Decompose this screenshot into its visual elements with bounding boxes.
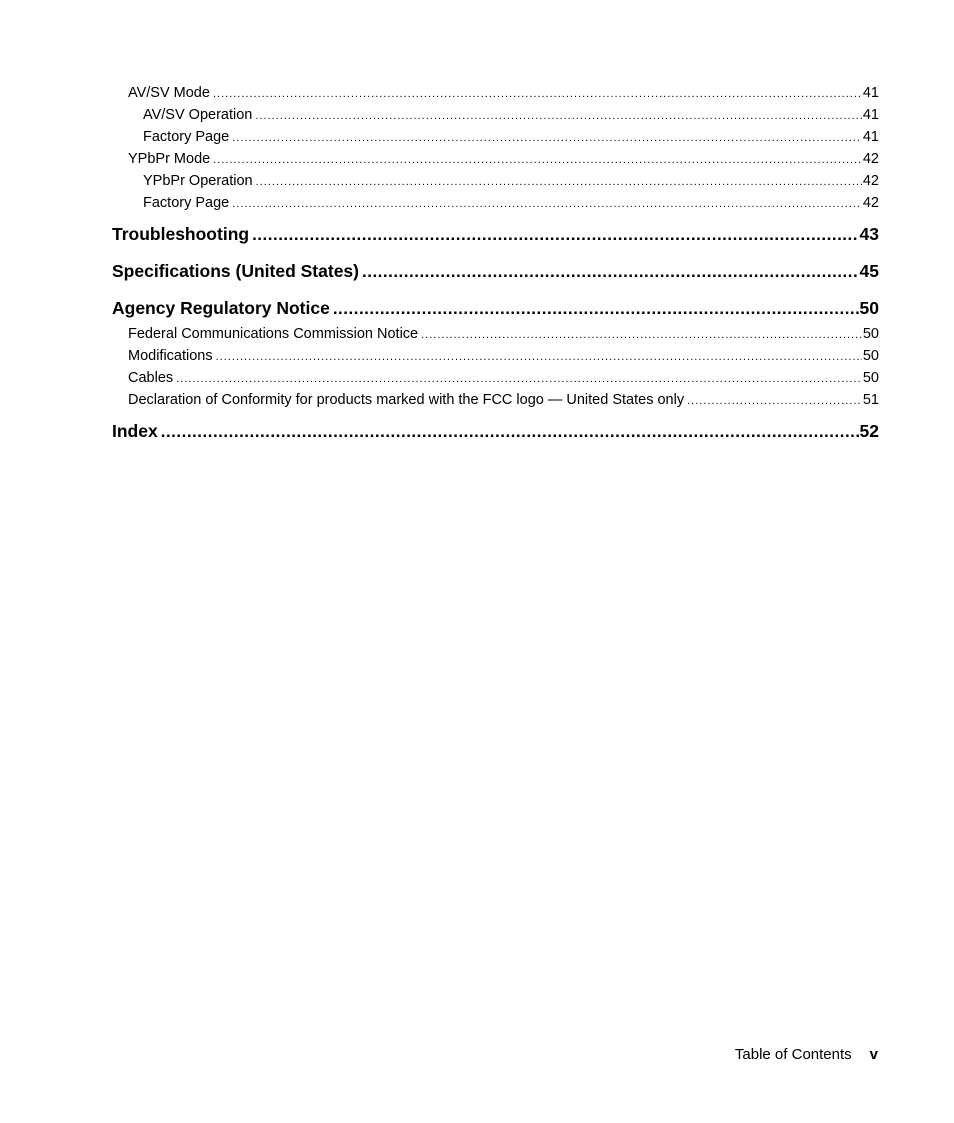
- toc-chapter-specifications[interactable]: [112, 259, 879, 283]
- toc-entry-factory-page-ypbpr[interactable]: [112, 192, 879, 214]
- dot-leader: [161, 420, 859, 443]
- toc-entry-label: AV/SV Mode: [128, 85, 210, 101]
- toc-chapter-page: 43: [859, 224, 879, 244]
- footer-page-number: v: [869, 1046, 878, 1063]
- toc-entry-ypbpr-operation[interactable]: [112, 170, 879, 192]
- toc-entry-label: Federal Communications Commission Notice: [128, 326, 419, 342]
- toc-entry-av-sv-operation[interactable]: [112, 104, 879, 126]
- dot-leader: [687, 390, 862, 411]
- toc-entry-label: AV/SV Operation: [143, 107, 253, 123]
- toc-chapter-page: 52: [859, 421, 879, 441]
- toc-chapter-agency-regulatory-notice[interactable]: [112, 296, 879, 320]
- dot-leader: [216, 346, 862, 367]
- dot-leader: [213, 149, 862, 170]
- toc-chapter-index[interactable]: [112, 419, 879, 443]
- dot-leader: [213, 83, 862, 104]
- toc-entry-declaration-of-conformity[interactable]: [112, 389, 879, 411]
- toc-entry-page: 42: [862, 151, 879, 167]
- toc-entry-label: Cables: [128, 370, 174, 386]
- dot-leader: [256, 171, 862, 192]
- footer-section-title: Table of Contents: [734, 1046, 852, 1063]
- toc-entry-factory-page-avsv[interactable]: [112, 126, 879, 148]
- dot-leader: [252, 223, 858, 246]
- toc-entry-page: 41: [862, 107, 879, 123]
- toc-entry-page: 50: [862, 348, 879, 364]
- page-footer: [735, 1044, 878, 1066]
- toc-entry-page: 50: [862, 370, 879, 386]
- toc-entry-av-sv-mode[interactable]: [112, 82, 879, 104]
- toc-entry-label: Factory Page: [143, 195, 230, 211]
- toc-entry-page: 42: [862, 195, 879, 211]
- dot-leader: [333, 297, 859, 320]
- dot-leader: [232, 127, 862, 148]
- toc-chapter-label: Index: [112, 421, 158, 441]
- toc-chapter-label: Agency Regulatory Notice: [112, 298, 330, 318]
- toc-chapter-page: 50: [859, 298, 879, 318]
- toc-entry-label: Declaration of Conformity for products marked with the FCC logo — United States only: [128, 392, 685, 408]
- toc-entry-page: 42: [862, 173, 879, 189]
- table-of-contents: [112, 82, 879, 443]
- toc-entry-page: 51: [862, 392, 879, 408]
- dot-leader: [176, 368, 862, 389]
- toc-chapter-troubleshooting[interactable]: [112, 222, 879, 246]
- toc-chapter-page: 45: [859, 261, 879, 281]
- toc-entry-label: Factory Page: [143, 129, 230, 145]
- toc-entry-label: YPbPr Operation: [143, 173, 253, 189]
- dot-leader: [255, 105, 862, 126]
- toc-entry-cables[interactable]: [112, 367, 879, 389]
- toc-entry-page: 41: [862, 85, 879, 101]
- toc-entry-fcc-notice[interactable]: [112, 323, 879, 345]
- toc-chapter-label: Specifications (United States): [112, 261, 359, 281]
- dot-leader: [421, 324, 862, 345]
- toc-entry-modifications[interactable]: [112, 345, 879, 367]
- toc-entry-ypbpr-mode[interactable]: [112, 148, 879, 170]
- toc-entry-page: 50: [862, 326, 879, 342]
- toc-chapter-label: Troubleshooting: [112, 224, 250, 244]
- toc-entry-label: YPbPr Mode: [128, 151, 211, 167]
- toc-entry-page: 41: [862, 129, 879, 145]
- dot-leader: [232, 193, 862, 214]
- dot-leader: [362, 260, 859, 283]
- toc-entry-label: Modifications: [128, 348, 213, 364]
